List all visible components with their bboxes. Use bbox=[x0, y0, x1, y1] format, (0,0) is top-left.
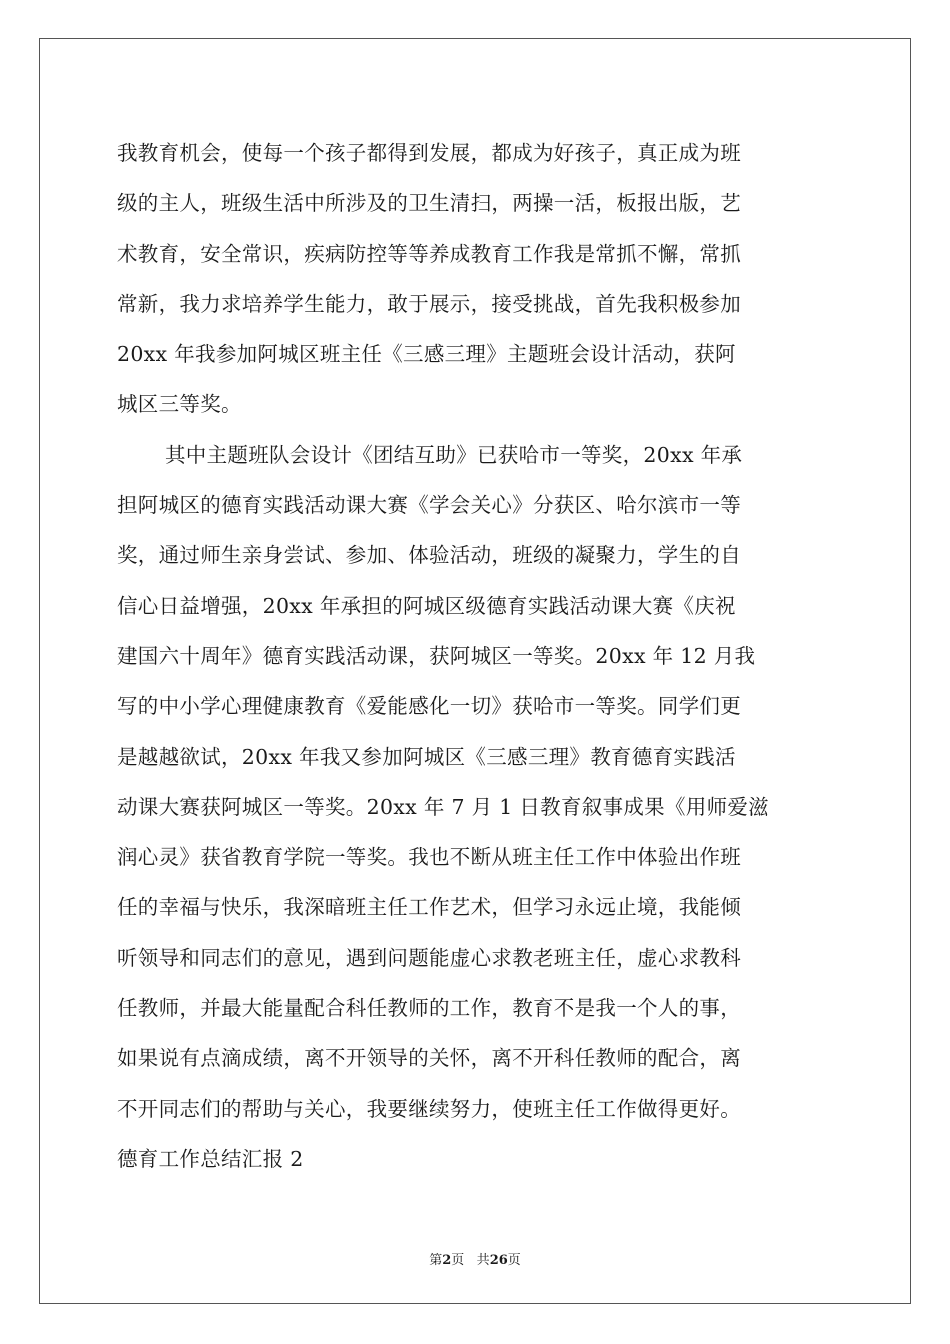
text-line: 城区三等奖。 bbox=[117, 392, 242, 417]
paragraph-2 bbox=[117, 430, 833, 1134]
footer-prefix: 第 bbox=[429, 1253, 443, 1268]
footer-total-prefix: 共 bbox=[476, 1253, 490, 1268]
text-line: 常新，我力求培养学生能力，敢于展示，接受挑战，首先我积极参加 bbox=[117, 291, 741, 316]
footer-page-unit: 页 bbox=[451, 1253, 465, 1268]
footer-total-unit: 页 bbox=[507, 1253, 521, 1268]
text-line: 听领导和同志们的意见，遇到问题能虚心求教老班主任，虚心求教科 bbox=[117, 945, 741, 970]
text-line: 写的中小学心理健康教育《爱能感化一切》获哈市一等奖。同学们更 bbox=[117, 694, 741, 719]
text-line: 如果说有点滴成绩，离不开领导的关怀，离不开科任教师的配合，离 bbox=[117, 1046, 741, 1071]
text-line: 奖，通过师生亲身尝试、参加、体验活动，班级的凝聚力，学生的自 bbox=[117, 543, 741, 568]
current-page-number: 2 bbox=[442, 1253, 452, 1268]
text-line: 术教育，安全常识，疾病防控等等养成教育工作我是常抓不懈，常抓 bbox=[117, 241, 741, 266]
text-line: 动课大赛获阿城区一等奖。20xx 年 7 月 1 日教育叙事成果《用师爱滋 bbox=[117, 794, 769, 819]
text-line: 建国六十周年》德育实践活动课，获阿城区一等奖。20xx 年 12 月我 bbox=[117, 643, 756, 668]
document-body bbox=[117, 128, 833, 1184]
text-line: 我教育机会，使每一个孩子都得到发展，都成为好孩子，真正成为班 bbox=[117, 141, 741, 165]
page-footer bbox=[0, 1249, 950, 1268]
paragraph-1 bbox=[117, 128, 833, 430]
text-line: 润心灵》获省教育学院一等奖。我也不断从班主任工作中体验出作班 bbox=[117, 845, 741, 870]
total-page-count: 26 bbox=[489, 1253, 508, 1268]
text-line: 不开同志们的帮助与关心，我要继续努力，使班主任工作做得更好。 bbox=[117, 1096, 741, 1121]
text-line: 任的幸福与快乐，我深暗班主任工作艺术，但学习永远止境，我能倾 bbox=[117, 895, 741, 920]
text-line: 级的主人，班级生活中所涉及的卫生清扫，两操一活，板报出版，艺 bbox=[117, 191, 741, 216]
section-heading: 德育工作总结汇报 2 bbox=[117, 1146, 304, 1171]
text-line: 任教师，并最大能量配合科任教师的工作，教育不是我一个人的事， bbox=[117, 996, 741, 1021]
text-line: 是越越欲试，20xx 年我又参加阿城区《三感三理》教育德育实践活 bbox=[117, 744, 736, 769]
text-line: 20xx 年我参加阿城区班主任《三感三理》主题班会设计活动，获阿 bbox=[117, 342, 736, 367]
text-line: 信心日益增强，20xx 年承担的阿城区级德育实践活动课大赛《庆祝 bbox=[117, 593, 736, 618]
text-line: 担阿城区的德育实践活动课大赛《学会关心》分获区、哈尔滨市一等 bbox=[117, 493, 741, 518]
text-line: 其中主题班队会设计《团结互助》已获哈市一等奖，20xx 年承 bbox=[165, 442, 743, 467]
